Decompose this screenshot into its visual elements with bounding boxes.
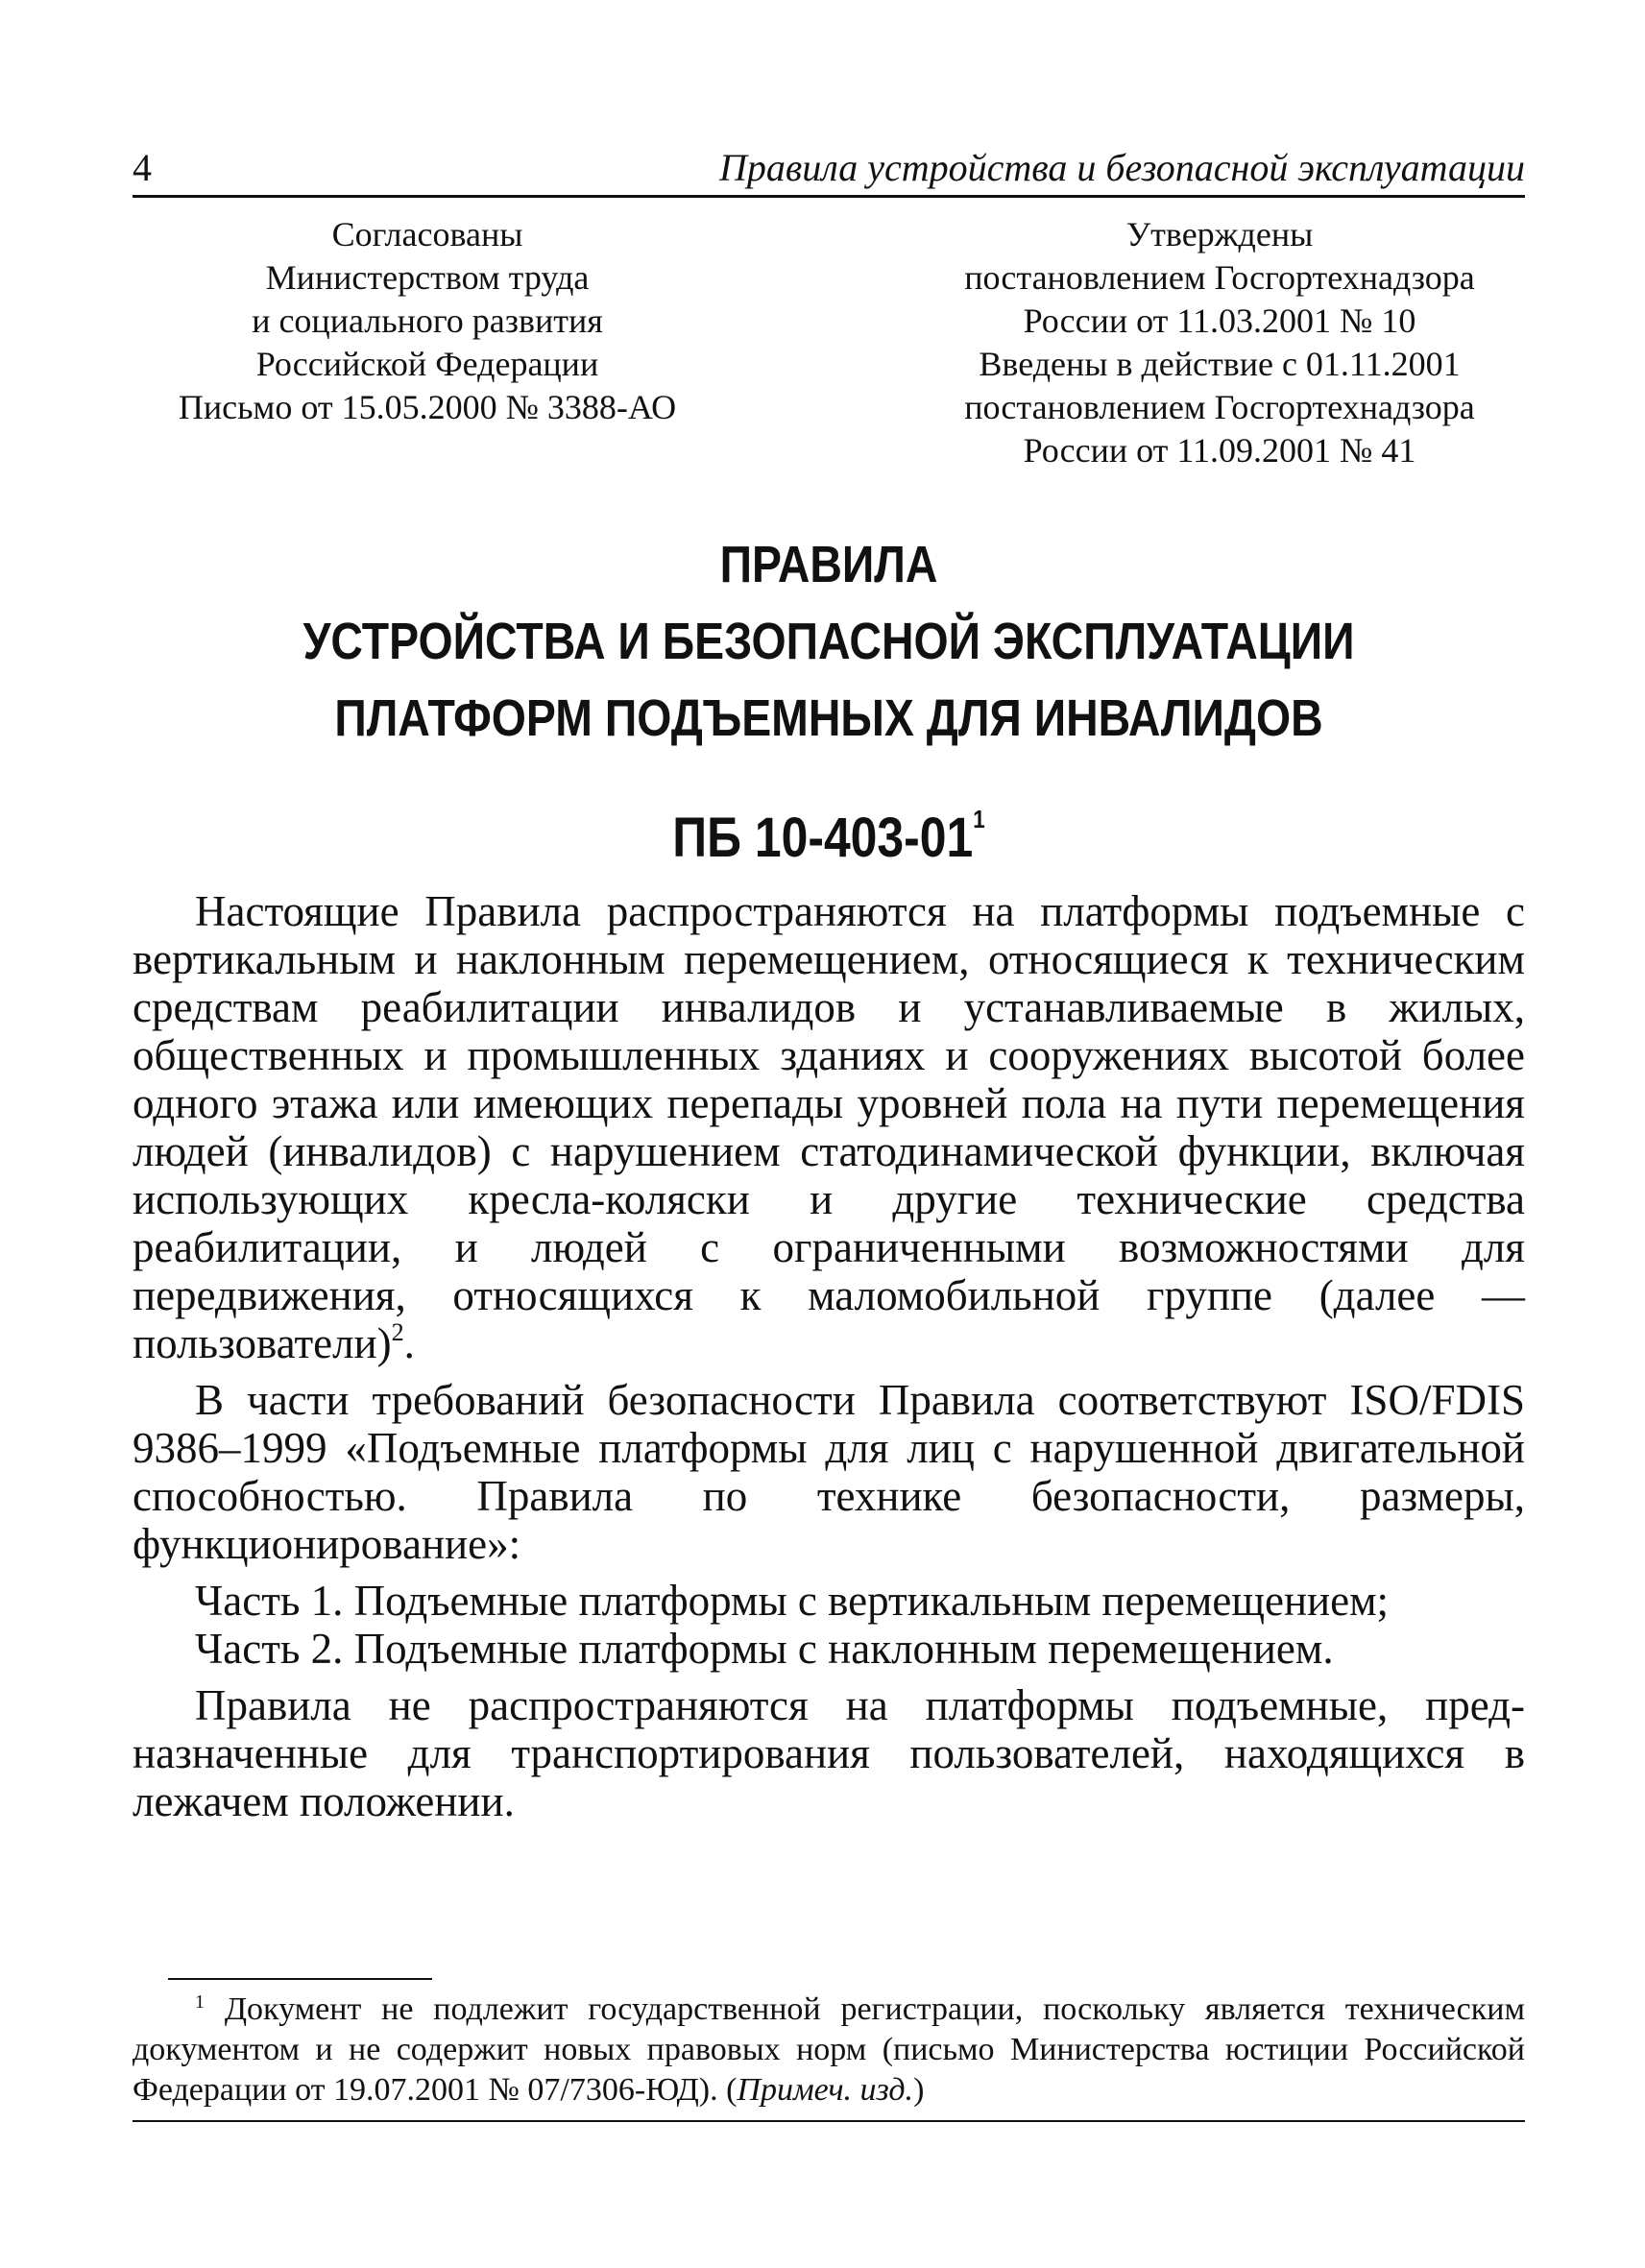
approval-line: постановлением Госгортехнадзора: [964, 388, 1475, 426]
document-code-text: ПБ 10-403-01: [672, 807, 974, 869]
approval-line: постановлением Госгортехнадзора: [964, 258, 1475, 297]
approval-line: Российской Федерации: [255, 345, 599, 383]
paragraph-end: .: [403, 1319, 415, 1367]
approval-line: Согласованы: [331, 215, 523, 253]
paragraph-exclusion: Правила не распространяются на платформы подъемные, предназначенные для транспортирования пользователей, находящихся в лежачем положении.: [133, 1681, 1525, 1825]
title-line: ПРАВИЛА: [719, 536, 938, 593]
approval-line: Письмо от 15.05.2000 № 3388-АО: [178, 388, 677, 426]
footnote-mark: 1: [973, 805, 985, 833]
title-line: ПЛАТФОРМ ПОДЪЕМНЫХ ДЛЯ ИНВАЛИДОВ: [334, 689, 1323, 747]
paragraph-part-2: Часть 2. Подъемные платформы с наклонным перемещением.: [195, 1625, 1334, 1673]
running-header: [133, 144, 1525, 192]
body-text: [133, 887, 1525, 1834]
approval-line: Утверждены: [1125, 215, 1314, 253]
approval-block-agreed: [144, 213, 711, 429]
footnote-close: ): [913, 2072, 925, 2108]
footnote: [133, 1990, 1525, 2111]
running-title: Правила устройства и безопасной эксплуатации: [719, 146, 1525, 189]
paragraph-scope: [133, 887, 1525, 1367]
approval-line: и социального развития: [252, 302, 603, 340]
approval-line: России от 11.09.2001 № 41: [1023, 431, 1416, 470]
footnote-editor-note: Примеч. изд.: [737, 2072, 914, 2108]
paragraph-standard: В части требований безопасности Правила соответствуют ISO/FDIS 9386–1999 «Подъемные платформы для лиц с нарушенной двигательной способностью. Правила по технике безопасности, размеры, функционирование»:: [133, 1376, 1525, 1568]
approval-line: России от 11.03.2001 № 10: [1023, 302, 1416, 340]
paragraph-part-1: Часть 1. Подъемные платформы с вертикальным перемещением;: [195, 1577, 1390, 1625]
approval-line: Министерством труда: [265, 258, 590, 297]
header-rule: [133, 195, 1525, 198]
bottom-rule: [133, 2120, 1525, 2122]
document-title: [230, 526, 1428, 757]
approval-line: Введены в действие с 01.11.2001: [979, 345, 1461, 383]
approval-block-approved: [912, 213, 1527, 472]
footnote-mark: 1: [195, 1991, 205, 2013]
footnote-rule: [168, 1978, 432, 1980]
title-line: УСТРОЙСТВА И БЕЗОПАСНОЙ ЭКСПЛУАТАЦИИ: [302, 613, 1355, 670]
footnote-mark: 2: [391, 1318, 404, 1346]
page-number: 4: [133, 146, 152, 189]
footnote-text: Документ не подлежит государственной регистрации, поскольку является техническим документом и не содержит новых правовых норм (письмо Министерства юстиции Российской Федерации от 19.07.2001 № 07/7306-ЮД). (: [133, 1991, 1525, 2108]
paragraph-text: Настоящие Правила распространяются на платформы подъемные с вертикальным и наклонным перемещением, относящиеся к техническим средствам реабилитации инвалидов и устанавливаемые в жилых, общественных и промышленных зданиях и сооружениях высотой более одного этажа или имеющих перепады уровней пола на пути перемещения людей (инвалидов) с нарушением статодинамической функции, включая использующих кресла-коляски и другие технические средства реабилитации, и людей с ограниченными возможностями для передвижения, относящихся к маломобильной группе (далее — пользователи): [133, 887, 1525, 1367]
document-code: [230, 785, 1428, 872]
